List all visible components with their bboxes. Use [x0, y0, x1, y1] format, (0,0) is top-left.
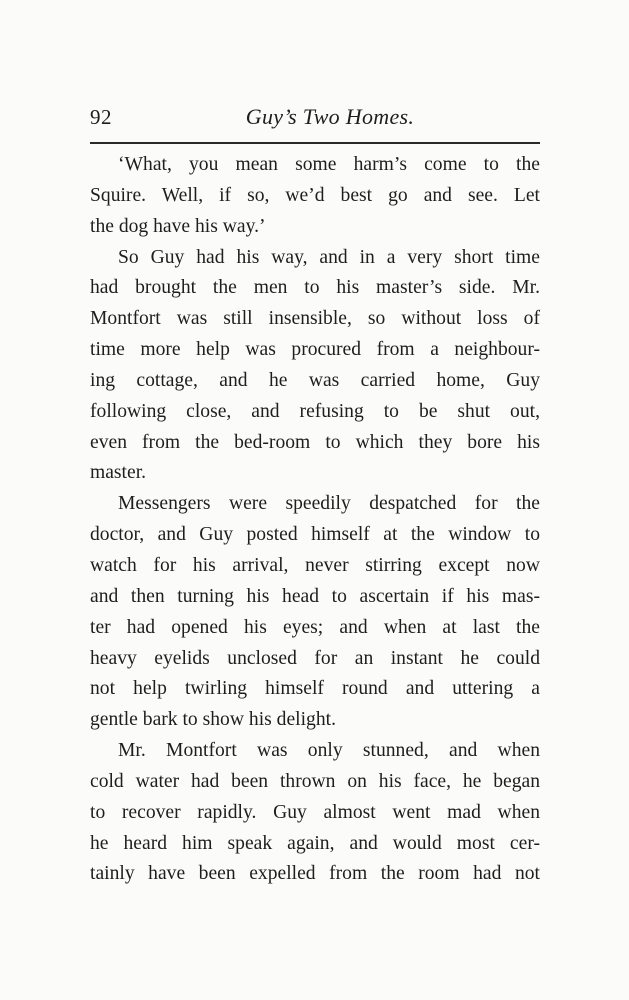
- text-line: gentle bark to show his delight.: [90, 709, 336, 731]
- body-text: [90, 150, 540, 890]
- text-line: following close, and refusing to be shut out,: [90, 400, 540, 422]
- text-line: cold water had been thrown on his face, he began: [90, 770, 540, 792]
- text-line: ‘What, you mean some harm’s come to the: [118, 154, 540, 175]
- text-line: to recover rapidly. Guy almost went mad when: [90, 801, 540, 823]
- page-number: 92: [90, 105, 112, 129]
- running-title: Guy’s Two Homes.: [245, 104, 415, 129]
- page-header: [90, 103, 540, 135]
- text-line: tainly have been expelled from the room had not: [90, 863, 540, 885]
- text-line: the dog have his way.’: [90, 215, 266, 237]
- text-line: time more help was procured from a neighbour-: [90, 339, 540, 361]
- text-line: heavy eyelids unclosed for an instant he could: [90, 647, 540, 669]
- text-line: Montfort was still insensible, so without loss of: [90, 308, 540, 330]
- text-line: watch for his arrival, never stirring except now: [90, 554, 540, 576]
- text-line: Mr. Montfort was only stunned, and when: [118, 740, 540, 762]
- text-line: he heard him speak again, and would most cer-: [90, 832, 540, 854]
- text-line: and then turning his head to ascertain if his mas-: [90, 585, 540, 607]
- text-line: master.: [90, 462, 147, 484]
- text-line: not help twirling himself round and uttering a: [90, 678, 540, 700]
- text-line: doctor, and Guy posted himself at the window to: [90, 524, 540, 546]
- text-line: Squire. Well, if so, we’d best go and see. Let: [90, 184, 540, 206]
- text-line: Messengers were speedily despatched for the: [118, 493, 540, 515]
- text-line: even from the bed-room to which they bore his: [90, 431, 540, 453]
- text-line: So Guy had his way, and in a very short time: [118, 246, 540, 268]
- text-line: ter had opened his eyes; and when at last the: [90, 616, 540, 638]
- header-rule: [90, 142, 540, 144]
- text-line: ing cottage, and he was carried home, Guy: [90, 369, 540, 391]
- text-line: had brought the men to his master’s side. Mr.: [90, 277, 540, 299]
